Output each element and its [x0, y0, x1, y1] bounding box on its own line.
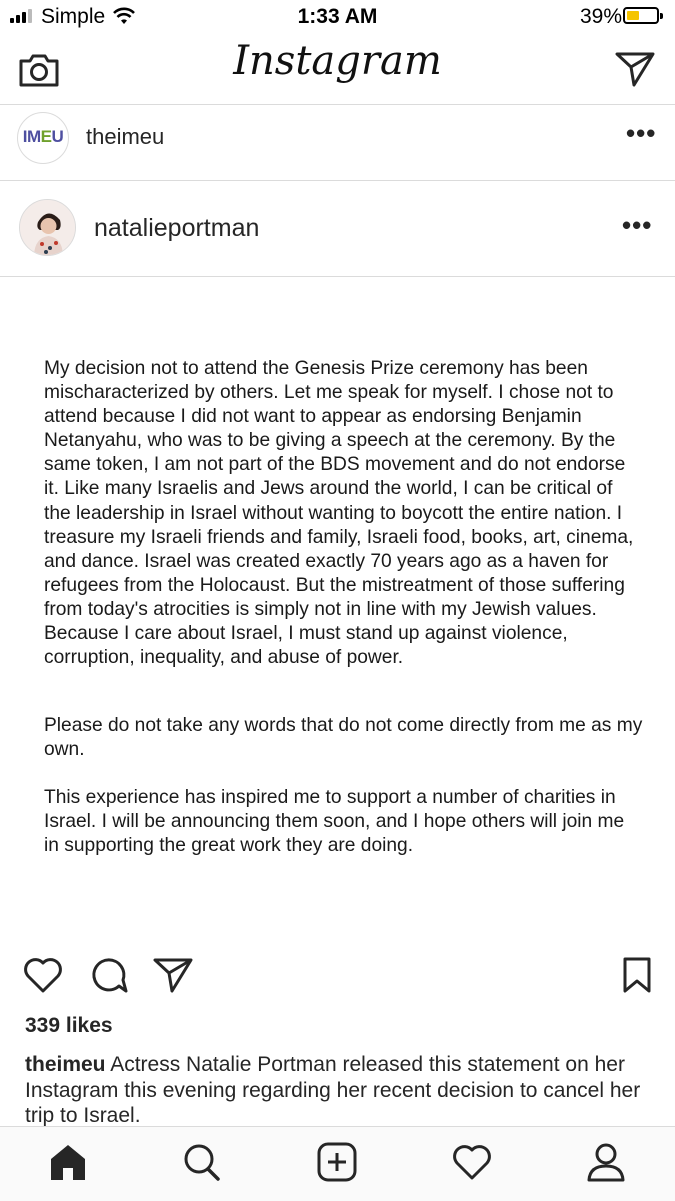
caption-username[interactable]: theimeu: [25, 1053, 106, 1076]
post-caption: [25, 1052, 655, 1126]
embedded-username[interactable]: natalieportman: [94, 214, 260, 242]
new-post-icon[interactable]: [316, 1142, 358, 1182]
comment-icon[interactable]: [88, 955, 130, 995]
heart-icon[interactable]: [22, 955, 64, 995]
like-count[interactable]: 339 likes: [25, 1014, 113, 1037]
bookmark-icon[interactable]: [620, 955, 654, 995]
home-icon[interactable]: [47, 1142, 89, 1182]
carrier-name: Simple: [41, 5, 106, 28]
more-options-icon[interactable]: •••: [622, 210, 653, 240]
profile-photo: [20, 200, 76, 256]
post-username[interactable]: theimeu: [86, 124, 165, 149]
avatar[interactable]: [19, 199, 76, 256]
search-icon[interactable]: [181, 1142, 223, 1182]
battery-icon: [623, 7, 659, 24]
direct-message-icon[interactable]: [614, 50, 656, 88]
activity-icon[interactable]: [451, 1142, 493, 1182]
battery-percent: 39%: [580, 5, 623, 28]
more-options-icon[interactable]: •••: [626, 118, 657, 148]
clock: 1:33 AM: [297, 5, 378, 28]
profile-icon[interactable]: [585, 1142, 627, 1182]
post-image-statement[interactable]: [0, 277, 675, 942]
instagram-logo: Instagram: [233, 38, 442, 84]
statement-paragraph: Please do not take any words that do not come directly from me as my own.: [44, 715, 643, 761]
status-bar: [0, 0, 675, 34]
imeu-logo: IMEU: [22, 127, 64, 146]
avatar[interactable]: [17, 112, 69, 164]
share-icon[interactable]: [152, 955, 194, 995]
caption-text: Actress Natalie Portman released this statement on her Instagram this evening regarding her recent decision to cancel her trip to Israel.: [25, 1053, 641, 1126]
statement-paragraph: This experience has inspired me to support a number of charities in Israel. I will be announcing them soon, and I hope others will join me in supporting the great work they are doing.: [44, 787, 625, 857]
statement-paragraph: My decision not to attend the Genesis Prize ceremony has been mischaracterized by others. Let me speak for myself. I chose not to attend because I did not want to appear as endorsing Benjamin Netanyahu, who was to be giving a speech at the ceremony. By the same token, I am not part of the BDS movement and do not endorse it. Like many Israelis and Jews around the world, I can be critical of the leadership in Israel without wanting to boycott the entire nation. I treasure my Israeli friends and family, Israeli food, books, art, cinema, and dance. Israel was created exactly 70 years ago as a haven for refugees from the Holocaust. But the mistreatment of those suffering from today's atrocities is simply not in line with my Jewish values. Because I care about Israel, I must stand up against violence, corruption, inequality, and abuse of power.: [44, 358, 634, 669]
